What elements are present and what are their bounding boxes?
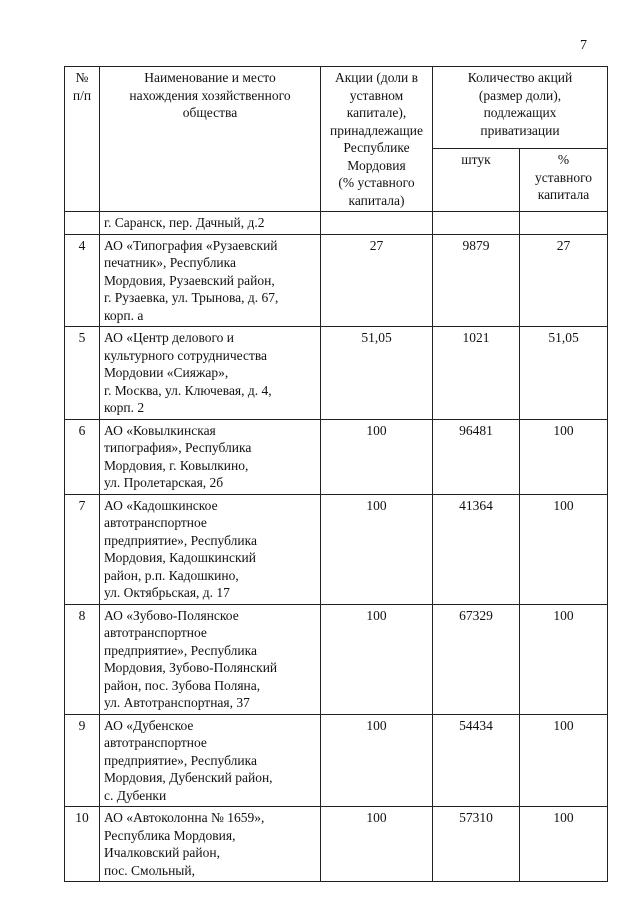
- percent-cell: 100: [520, 807, 608, 882]
- row-number: 4: [65, 234, 100, 327]
- table-row: [65, 807, 608, 882]
- row-number: 5: [65, 327, 100, 420]
- row-number: [65, 212, 100, 235]
- percent-cell: 51,05: [520, 327, 608, 420]
- percent-cell: 100: [520, 419, 608, 494]
- table-row: [65, 604, 608, 714]
- row-number: 9: [65, 714, 100, 807]
- pieces-cell: 96481: [433, 419, 520, 494]
- header-quantity: Количество акций (размер доли), подлежащих приватизации: [433, 67, 608, 149]
- company-name-cell: АО «Кадошкинское автотранспортное предприятие», Республика Мордовия, Кадошкинский район, р.п. Кадошкино, ул. Октябрьская, д. 17: [100, 494, 321, 604]
- pieces-cell: 1021: [433, 327, 520, 420]
- header-percent: % уставного капитала: [520, 149, 608, 212]
- percent-cell: 100: [520, 604, 608, 714]
- table-row: [65, 714, 608, 807]
- privatization-table: [64, 66, 608, 882]
- shares-owned-cell: 100: [321, 714, 433, 807]
- company-name-cell: АО «Дубенское автотранспортное предприятие», Республика Мордовия, Дубенский район, с. Дубенки: [100, 714, 321, 807]
- pieces-cell: [433, 212, 520, 235]
- percent-cell: 100: [520, 714, 608, 807]
- company-name-cell: АО «Зубово-Полянское автотранспортное предприятие», Республика Мордовия, Зубово-Полянский район, пос. Зубова Поляна, ул. Автотранспортная, 37: [100, 604, 321, 714]
- company-name-cell: АО «Центр делового и культурного сотрудничества Мордовии «Сияжар», г. Москва, ул. Ключевая, д. 4, корп. 2: [100, 327, 321, 420]
- row-number: 6: [65, 419, 100, 494]
- row-number: 7: [65, 494, 100, 604]
- row-number: 10: [65, 807, 100, 882]
- pieces-cell: 67329: [433, 604, 520, 714]
- pieces-cell: 41364: [433, 494, 520, 604]
- company-name-cell: АО «Автоколонна № 1659», Республика Мордовия, Ичалковский район, пос. Смольный,: [100, 807, 321, 882]
- header-number: № п/п: [65, 67, 100, 212]
- header-shares-owned: Акции (доли в уставном капитале), принадлежащие Республике Мордовия (% уставного капитала): [321, 67, 433, 212]
- percent-cell: 100: [520, 494, 608, 604]
- header-pieces: штук: [433, 149, 520, 212]
- table-row: [65, 494, 608, 604]
- shares-owned-cell: 27: [321, 234, 433, 327]
- shares-owned-cell: 100: [321, 419, 433, 494]
- pieces-cell: 9879: [433, 234, 520, 327]
- shares-owned-cell: 100: [321, 604, 433, 714]
- pieces-cell: 57310: [433, 807, 520, 882]
- pieces-cell: 54434: [433, 714, 520, 807]
- shares-owned-cell: [321, 212, 433, 235]
- company-name-cell: АО «Ковылкинская типография», Республика Мордовия, г. Ковылкино, ул. Пролетарская, 2б: [100, 419, 321, 494]
- percent-cell: 27: [520, 234, 608, 327]
- company-name-cell: АО «Типография «Рузаевский печатник», Республика Мордовия, Рузаевский район, г. Рузаевка, ул. Трынова, д. 67, корп. а: [100, 234, 321, 327]
- table-row: [65, 327, 608, 420]
- shares-owned-cell: 51,05: [321, 327, 433, 420]
- table-row: [65, 212, 608, 235]
- table-header-row: [65, 67, 608, 149]
- header-company-name: Наименование и место нахождения хозяйственного общества: [100, 67, 321, 212]
- shares-owned-cell: 100: [321, 494, 433, 604]
- company-name-cell: г. Саранск, пер. Дачный, д.2: [100, 212, 321, 235]
- page-number: 7: [580, 38, 587, 53]
- row-number: 8: [65, 604, 100, 714]
- shares-owned-cell: 100: [321, 807, 433, 882]
- table-row: [65, 419, 608, 494]
- percent-cell: [520, 212, 608, 235]
- table-row: [65, 234, 608, 327]
